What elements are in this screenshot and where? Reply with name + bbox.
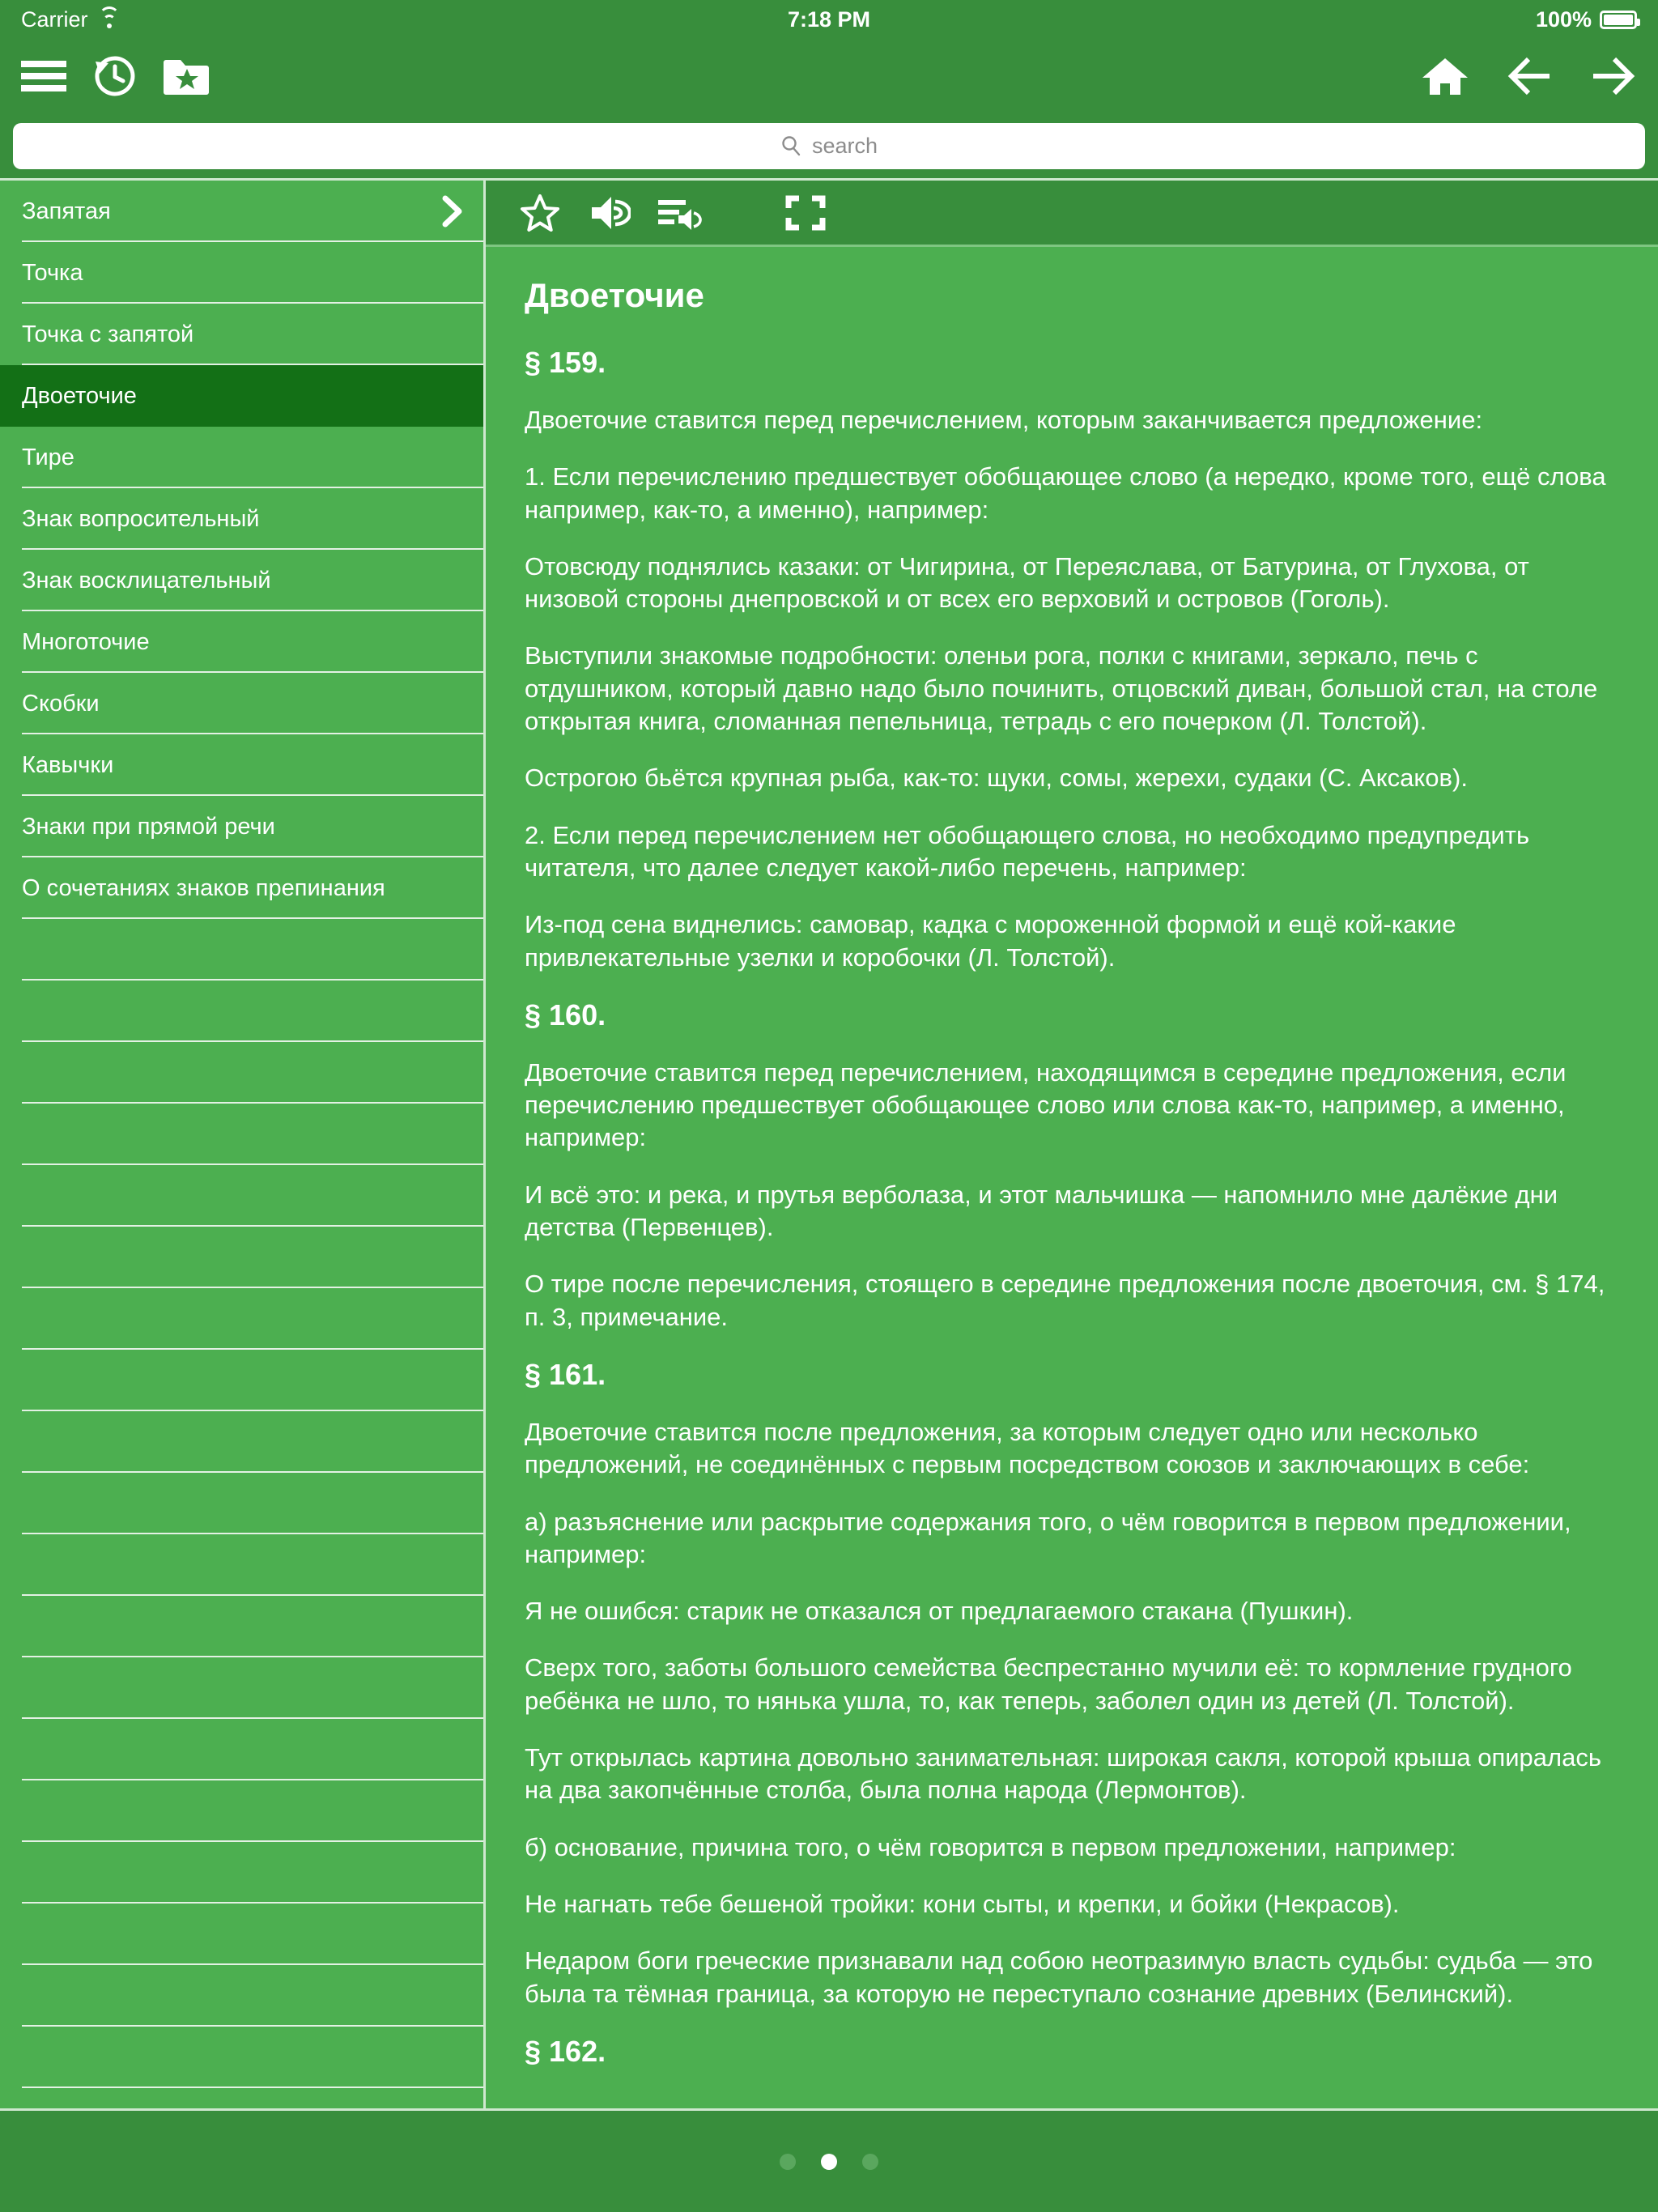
article-paragraph: Тут открылась картина довольно занимательная: широкая сакля, которой крыша опиралась на два закопчённые столба, была полна народа (Лермонтов). [525, 1743, 1602, 1805]
sidebar-empty-row [0, 1965, 483, 2027]
toolbar-left-group [21, 53, 209, 99]
home-icon[interactable] [1422, 54, 1469, 98]
article-paragraph: Отовсюду поднялись казаки: от Чигирина, от Переяслава, от Батурина, от Глухова, от низовой стороны днепровской и от всех его верховий и островов (Гоголь). [525, 551, 1529, 614]
arrow-right-icon[interactable] [1590, 54, 1637, 98]
speaker-icon[interactable] [575, 194, 644, 232]
sidebar-item-8[interactable] [0, 673, 483, 734]
sidebar-empty-row [0, 1719, 483, 1780]
article-paragraph: 2. Если перед перечислением нет обобщающего слова, но необходимо предупредить читателя, что далее следует какой-либо перечень, например: [525, 820, 1530, 882]
sidebar-item-label: Знаки при прямой речи [22, 813, 275, 840]
sidebar-item-5[interactable] [0, 488, 483, 550]
article-section-heading: § 160. [525, 998, 606, 1032]
sidebar-empty-row [0, 1165, 483, 1227]
folder-star-icon[interactable] [164, 55, 209, 97]
sidebar-empty-row [0, 1473, 483, 1534]
article-blocks [525, 346, 1616, 2069]
sidebar-item-label: Тире [22, 444, 74, 470]
wifi-icon [98, 11, 121, 28]
article-body [486, 247, 1658, 2108]
article-paragraph: а) разъяснение или раскрытие содержания того, о чём говорится в первом предложении, например: [525, 1507, 1571, 1568]
article-paragraph: 1. Если перечислению предшествует обобщающее слово (а нередко, кроме того, ещё слова например, как-то, а именно), например: [525, 462, 1606, 524]
search-input[interactable] [13, 123, 1645, 169]
sidebar-item-9[interactable] [0, 734, 483, 796]
article-paragraph: Я не ошибся: старик не отказался от предлагаемого стакана (Пушкин). [525, 1597, 1354, 1626]
article-section-heading: § 162. [525, 2034, 606, 2068]
chevron-right-icon [440, 194, 464, 228]
sidebar-item-label: Многоточие [22, 628, 150, 655]
sidebar-item-label: Запятая [22, 198, 111, 224]
search-bar-container [0, 113, 1658, 178]
sidebar-item-label: Знак вопросительный [22, 505, 260, 532]
toolbar-right-group [1422, 54, 1637, 98]
article-paragraph: Сверх того, заботы большого семейства беспрестанно мучили её: то кормление грудного ребёнка не шло, то нянька ушла, то, как теперь, заболел один из детей (Л. Толстой). [525, 1653, 1572, 1715]
article-paragraph: Двоеточие ставится перед перечислением, которым заканчивается предложение: [525, 406, 1483, 434]
sidebar-empty-row [0, 1780, 483, 1842]
article-paragraph: Двоеточие ставится перед перечислением, находящимся в середине предложения, если перечислению предшествует обобщающее слово или слова как-то, например, а именно, например: [525, 1057, 1567, 1152]
sidebar-item-label: О сочетаниях знаков препинания [22, 874, 385, 901]
sidebar-item-label: Знак восклицательный [22, 567, 271, 593]
fullscreen-expand-icon[interactable] [771, 194, 840, 232]
content-panel [486, 181, 1658, 2108]
article-paragraph: О тире после перечисления, стоящего в середине предложения после двоеточия, см. § 174, п. 3, примечание. [525, 1270, 1605, 1331]
history-clock-icon[interactable] [92, 53, 138, 99]
sidebar-empty-row [0, 1842, 483, 1904]
search-placeholder-text: search [811, 133, 878, 158]
sidebar-empty-row [0, 1104, 483, 1165]
content-toolbar [486, 181, 1658, 247]
status-right [1536, 7, 1637, 32]
status-left [21, 7, 121, 32]
sidebar-item-10[interactable] [0, 796, 483, 857]
sidebar-item-label: Скобки [22, 690, 100, 717]
sidebar-empty-row [0, 1657, 483, 1719]
top-toolbar [0, 39, 1658, 113]
sidebar-empty-row [0, 1288, 483, 1350]
article-paragraph: Острогою бьётся крупная рыба, как-то: щуки, сомы, жерехи, судаки (С. Аксаков). [525, 764, 1468, 793]
status-time: 7:18 PM [787, 6, 871, 32]
carrier-label: Carrier [21, 6, 88, 32]
sidebar-item-6[interactable] [0, 550, 483, 611]
page-dot-2[interactable] [862, 2154, 878, 2170]
battery-percent-label: 100% [1535, 6, 1592, 32]
sidebar-empty-row [0, 1904, 483, 1965]
sidebar-empty-row [0, 1534, 483, 1596]
sidebar-empty-row [0, 981, 483, 1042]
sidebar-item-label: Точка с запятой [22, 321, 194, 347]
battery-full-icon [1600, 11, 1637, 29]
sidebar-item-2[interactable] [0, 304, 483, 365]
sidebar-item-11[interactable] [0, 857, 483, 919]
status-bar [0, 0, 1658, 39]
article-paragraph: Из-под сена виднелись: самовар, кадка с мороженной формой и ещё кой-какие привлекательные узелки и коробочки (Л. Толстой). [525, 910, 1456, 972]
page-dots [780, 2154, 878, 2170]
article-paragraph: Не нагнать тебе бешеной тройки: кони сыты, и крепки, и бойки (Некрасов). [525, 1889, 1400, 1918]
article-paragraph: И всё это: и река, и прутья верболаза, и этот мальчишка — напомнило мне далёкие дни детства (Первенцев). [525, 1180, 1558, 1242]
article-paragraph: Выступили знакомые подробности: оленьи рога, полки с книгами, зеркало, печь с отдушником, который давно надо было починить, отцовский диван, большой стал, на столе открытая книга, сломанная пепельница, тетрадь с его почерком (Л. Толстой). [525, 641, 1598, 736]
sidebar-item-3[interactable] [0, 365, 483, 427]
page-dot-1[interactable] [821, 2154, 837, 2170]
page-dot-0[interactable] [780, 2154, 796, 2170]
article-paragraph: Двоеточие ставится после предложения, за которым следует одно или несколько предложений, не соединённых с первым посредством союзов и заключающих в себе: [525, 1417, 1530, 1479]
article-section-heading: § 159. [525, 346, 606, 379]
sidebar-empty-row [0, 919, 483, 981]
arrow-left-icon[interactable] [1506, 54, 1553, 98]
sidebar[interactable] [0, 181, 486, 2108]
hamburger-menu-icon[interactable] [21, 59, 66, 93]
sidebar-divider [22, 2087, 483, 2088]
star-outline-icon[interactable] [505, 194, 575, 232]
list-speaker-icon[interactable] [644, 194, 714, 232]
sidebar-item-label: Двоеточие [22, 382, 137, 409]
sidebar-item-label: Точка [22, 259, 83, 286]
sidebar-empty-row [0, 1227, 483, 1288]
sidebar-empty-row [0, 1350, 483, 1411]
search-icon [780, 135, 801, 156]
sidebar-empty-row [0, 1042, 483, 1104]
sidebar-list [0, 181, 483, 2088]
sidebar-item-1[interactable] [0, 242, 483, 304]
page-indicator [0, 2108, 1658, 2212]
article-section-heading: § 161. [525, 1357, 606, 1391]
sidebar-item-0[interactable] [0, 181, 483, 242]
sidebar-empty-row [0, 2027, 483, 2088]
sidebar-empty-row [0, 1596, 483, 1657]
article-title: Двоеточие [525, 276, 704, 314]
article-paragraph: б) основание, причина того, о чём говорится в первом предложении, например: [525, 1832, 1456, 1861]
sidebar-empty-row [0, 1411, 483, 1473]
sidebar-item-4[interactable] [0, 427, 483, 488]
sidebar-item-label: Кавычки [22, 751, 114, 778]
sidebar-item-7[interactable] [0, 611, 483, 673]
article-paragraph: Недаром боги греческие признавали над собою неотразимую власть судьбы: судьба — это была та тёмная граница, за которую не переступало сознание древних (Белинский). [525, 1946, 1593, 2008]
main-body [0, 178, 1658, 2108]
